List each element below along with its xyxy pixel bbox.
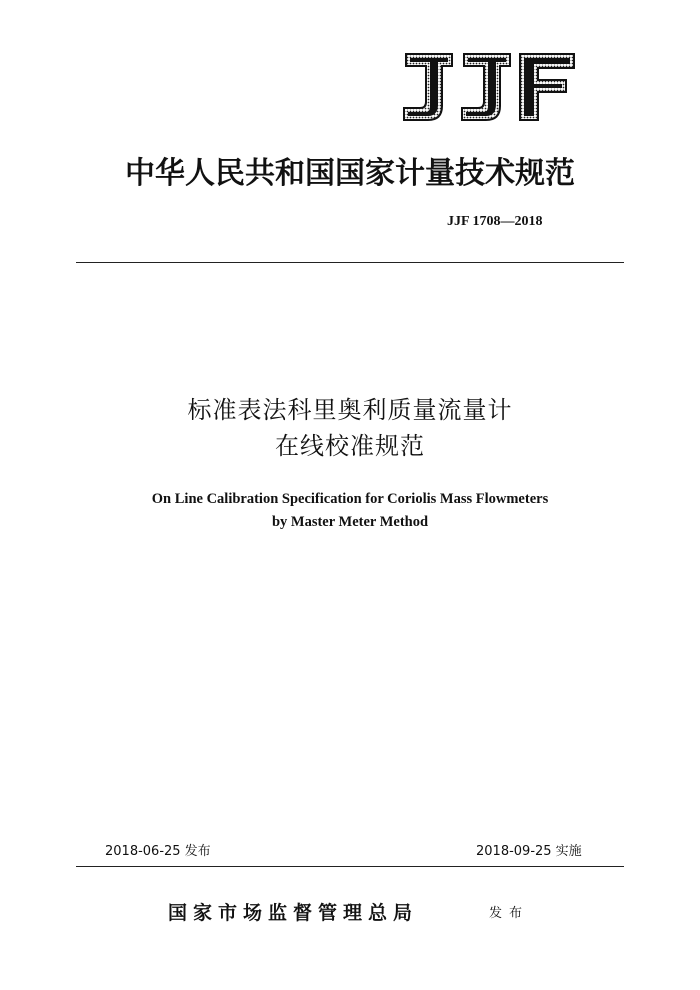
- issue-date: 2018-06-25 发布: [105, 844, 211, 859]
- issuer-name: 国家市场监督管理总局: [168, 902, 419, 924]
- bottom-divider: [76, 866, 624, 867]
- logo-letter-f: [520, 54, 574, 120]
- english-title-line-1: On Line Calibration Specification for Coriolis Mass Flowmeters: [151, 491, 549, 507]
- logo-letter-j2: [462, 54, 510, 120]
- english-title-line-2: by Master Meter Method: [271, 514, 429, 530]
- jjf-logo: [400, 50, 578, 122]
- series-title: 中华人民共和国国家计量技术规范: [125, 156, 575, 191]
- document-number: JJF 1708—2018: [447, 214, 543, 229]
- implementation-date: 2018-09-25 实施: [476, 844, 582, 859]
- chinese-title-line-1: 标准表法科里奥利质量流量计: [187, 396, 513, 424]
- top-divider: [76, 262, 624, 263]
- logo-letter-j1: [404, 54, 452, 120]
- chinese-title-line-2: 在线校准规范: [275, 432, 425, 460]
- issuer-suffix: 发布: [489, 906, 530, 921]
